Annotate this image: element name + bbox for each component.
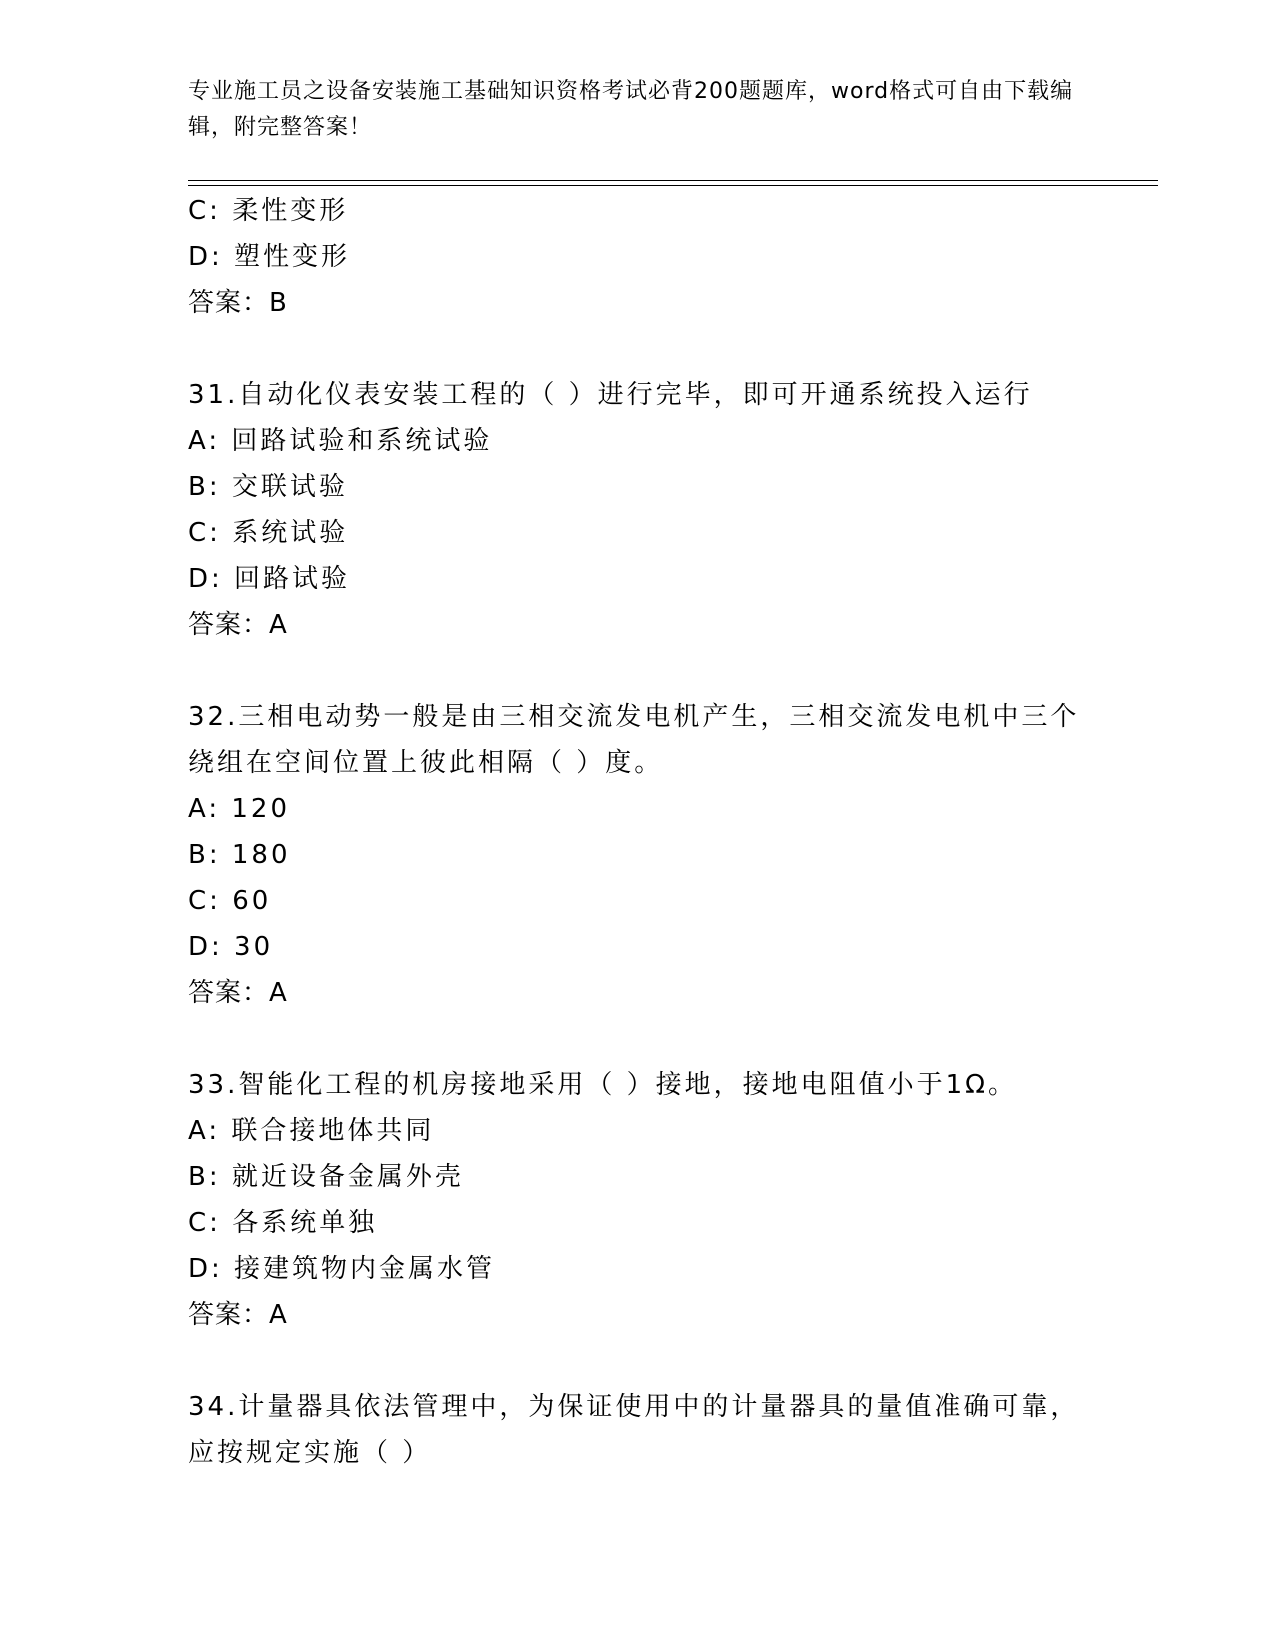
- option-label: A:: [188, 794, 221, 824]
- option-label: C:: [188, 518, 221, 548]
- option-label: C:: [188, 196, 221, 226]
- option-label: C:: [188, 1208, 221, 1238]
- header-divider-top: [188, 180, 1158, 181]
- spacer: [188, 1338, 1108, 1384]
- question-34: [188, 1384, 1108, 1476]
- answer: 答案：A: [188, 1300, 288, 1330]
- answer: 答案：A: [188, 610, 288, 640]
- spacer: [188, 326, 1108, 372]
- option-text: 30: [234, 932, 274, 962]
- header-divider-bottom: [188, 185, 1158, 186]
- option-text: 120: [231, 794, 290, 824]
- spacer: [188, 648, 1108, 694]
- option-a: [188, 418, 1108, 464]
- option-b: [188, 464, 1108, 510]
- option-label: A:: [188, 1116, 221, 1146]
- option-d: [188, 1246, 1108, 1292]
- option-text: 回路试验: [234, 564, 351, 594]
- option-text: 交联试验: [231, 472, 348, 502]
- question-32: [188, 694, 1108, 1016]
- spacer: [188, 1016, 1108, 1062]
- option-text: 系统试验: [232, 518, 349, 548]
- option-a: [188, 1108, 1108, 1154]
- option-label: D:: [188, 1254, 223, 1284]
- option-d: [188, 924, 1108, 970]
- option-c: [188, 510, 1108, 556]
- option-label: D:: [188, 932, 223, 962]
- option-text: 柔性变形: [232, 196, 349, 226]
- option-text: 各系统单独: [232, 1208, 378, 1238]
- option-label: C:: [188, 886, 221, 916]
- question-stem: 33.智能化工程的机房接地采用（ ）接地，接地电阻值小于1Ω。: [188, 1070, 1018, 1100]
- option-text: 就近设备金属外壳: [231, 1162, 464, 1192]
- option-label: D:: [188, 242, 223, 272]
- option-label: D:: [188, 564, 223, 594]
- question-stem-line-1: 32.三相电动势一般是由三相交流发电机产生，三相交流发电机中三个: [188, 702, 1080, 732]
- option-label: B:: [188, 472, 221, 502]
- header-title: 专业施工员之设备安装施工基础知识资格考试必背200题题库，word格式可自由下载编辑，附完整答案！: [188, 79, 1074, 140]
- option-a: [188, 786, 1108, 832]
- question-stem: 31.自动化仪表安装工程的（ ）进行完毕，即可开通系统投入运行: [188, 380, 1033, 410]
- option-label: B:: [188, 1162, 221, 1192]
- option-label: B:: [188, 840, 221, 870]
- option-d: [188, 556, 1108, 602]
- option-b: [188, 832, 1108, 878]
- document-header: [188, 74, 1088, 146]
- option-text: 联合接地体共同: [231, 1116, 435, 1146]
- prev-question: [188, 188, 1108, 326]
- question-list: [188, 188, 1108, 1476]
- option-text: 回路试验和系统试验: [231, 426, 493, 456]
- option-c: [188, 878, 1108, 924]
- question-stem-line-2: 绕组在空间位置上彼此相隔（ ）度。: [188, 748, 664, 778]
- answer: 答案：B: [188, 288, 288, 318]
- option-c: [188, 1200, 1108, 1246]
- answer: 答案：A: [188, 978, 288, 1008]
- question-stem-line-2: 应按规定实施（ ）: [188, 1438, 432, 1468]
- option-text: 塑性变形: [234, 242, 351, 272]
- option-text: 180: [231, 840, 291, 870]
- question-31: [188, 372, 1108, 648]
- option-label: A:: [188, 426, 221, 456]
- option-c: [188, 188, 1108, 234]
- option-text: 60: [232, 886, 272, 916]
- option-b: [188, 1154, 1108, 1200]
- question-33: [188, 1062, 1108, 1338]
- option-text: 接建筑物内金属水管: [234, 1254, 496, 1284]
- option-d: [188, 234, 1108, 280]
- question-stem-line-1: 34.计量器具依法管理中，为保证使用中的计量器具的量值准确可靠，: [188, 1392, 1080, 1422]
